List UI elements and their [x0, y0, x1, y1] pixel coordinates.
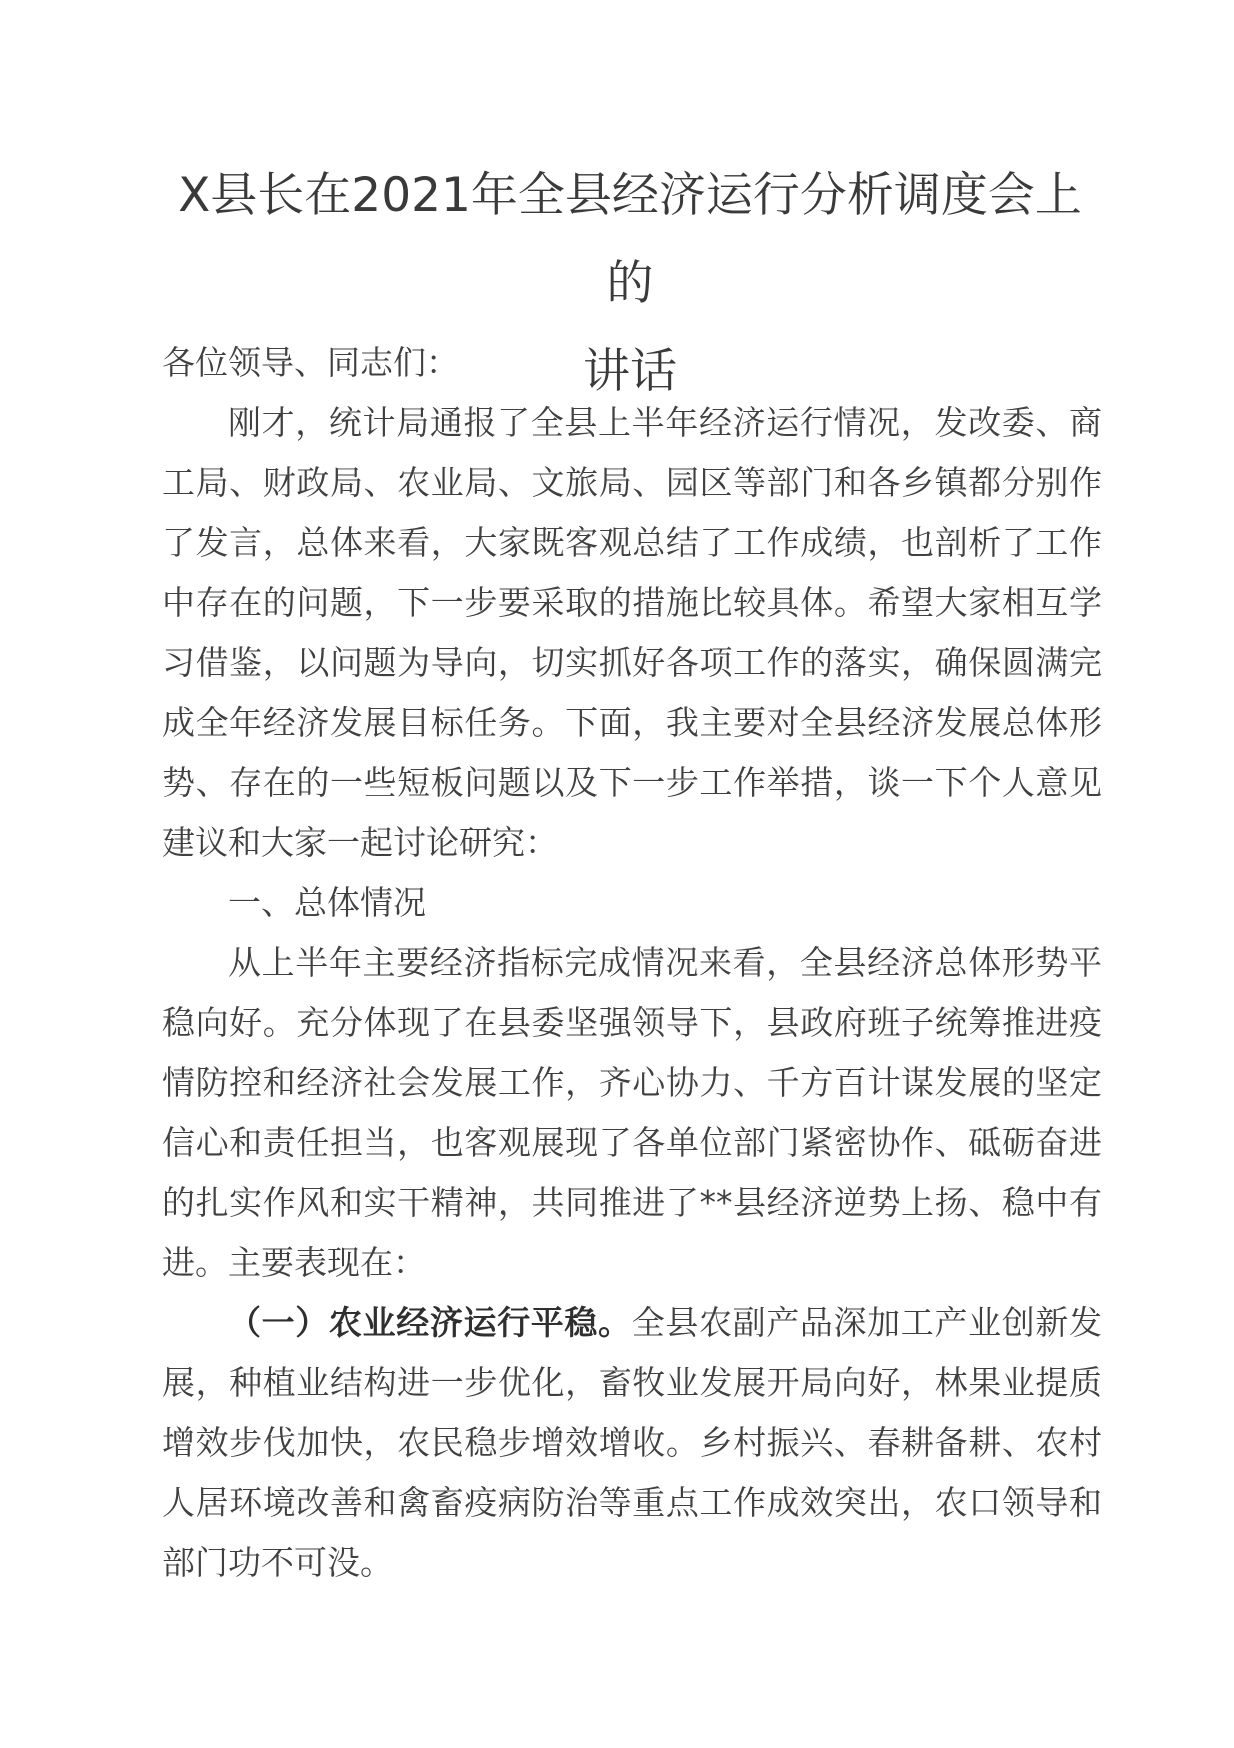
- title-line-2: 讲话: [583, 344, 677, 399]
- document-body: [162, 333, 1102, 1593]
- paragraph-agriculture: [162, 1293, 1102, 1593]
- subsection-text-agriculture: 全县农副产品深加工产业创新发展，种植业结构进一步优化，畜牧业发展开局向好，林果业提质增效步伐加快，农民稳步增效增收。乡村振兴、春耕备耕、农村人居环境改善和禽畜疫病防治等重点工作成效突出，农口领导和部门功不可没。: [162, 1303, 1103, 1582]
- section-heading-overall: 一、总体情况: [228, 883, 426, 922]
- paragraph-intro: 刚才，统计局通报了全县上半年经济运行情况，发改委、商工局、财政局、农业局、文旅局、园区等部门和各乡镇都分别作了发言，总体来看，大家既客观总结了工作成绩，也剖析了工作中存在的问题，下一步要采取的措施比较具体。希望大家相互学习借鉴，以问题为导向，切实抓好各项工作的落实，确保圆满完成全年经济发展目标任务。下面，我主要对全县经济发展总体形势、存在的一些短板问题以及下一步工作举措，谈一下个人意见建议和大家一起讨论研究：: [162, 403, 1102, 862]
- paragraph-overall: 从上半年主要经济指标完成情况来看，全县经济总体形势平稳向好。充分体现了在县委坚强领导下，县政府班子统筹推进疫情防控和经济社会发展工作，齐心协力、千方百计谋发展的坚定信心和责任担当，也客观展现了各单位部门紧密协作、砥砺奋进的扎实作风和实干精神，共同推进了**县经济逆势上扬、稳中有进。主要表现在：: [162, 943, 1102, 1282]
- subsection-heading-agriculture: （一）农业经济运行平稳。: [228, 1303, 632, 1342]
- salutation: 各位领导、同志们：: [162, 343, 459, 382]
- title-line-1: X县长在2021年全县经济运行分析调度会上的: [178, 168, 1082, 311]
